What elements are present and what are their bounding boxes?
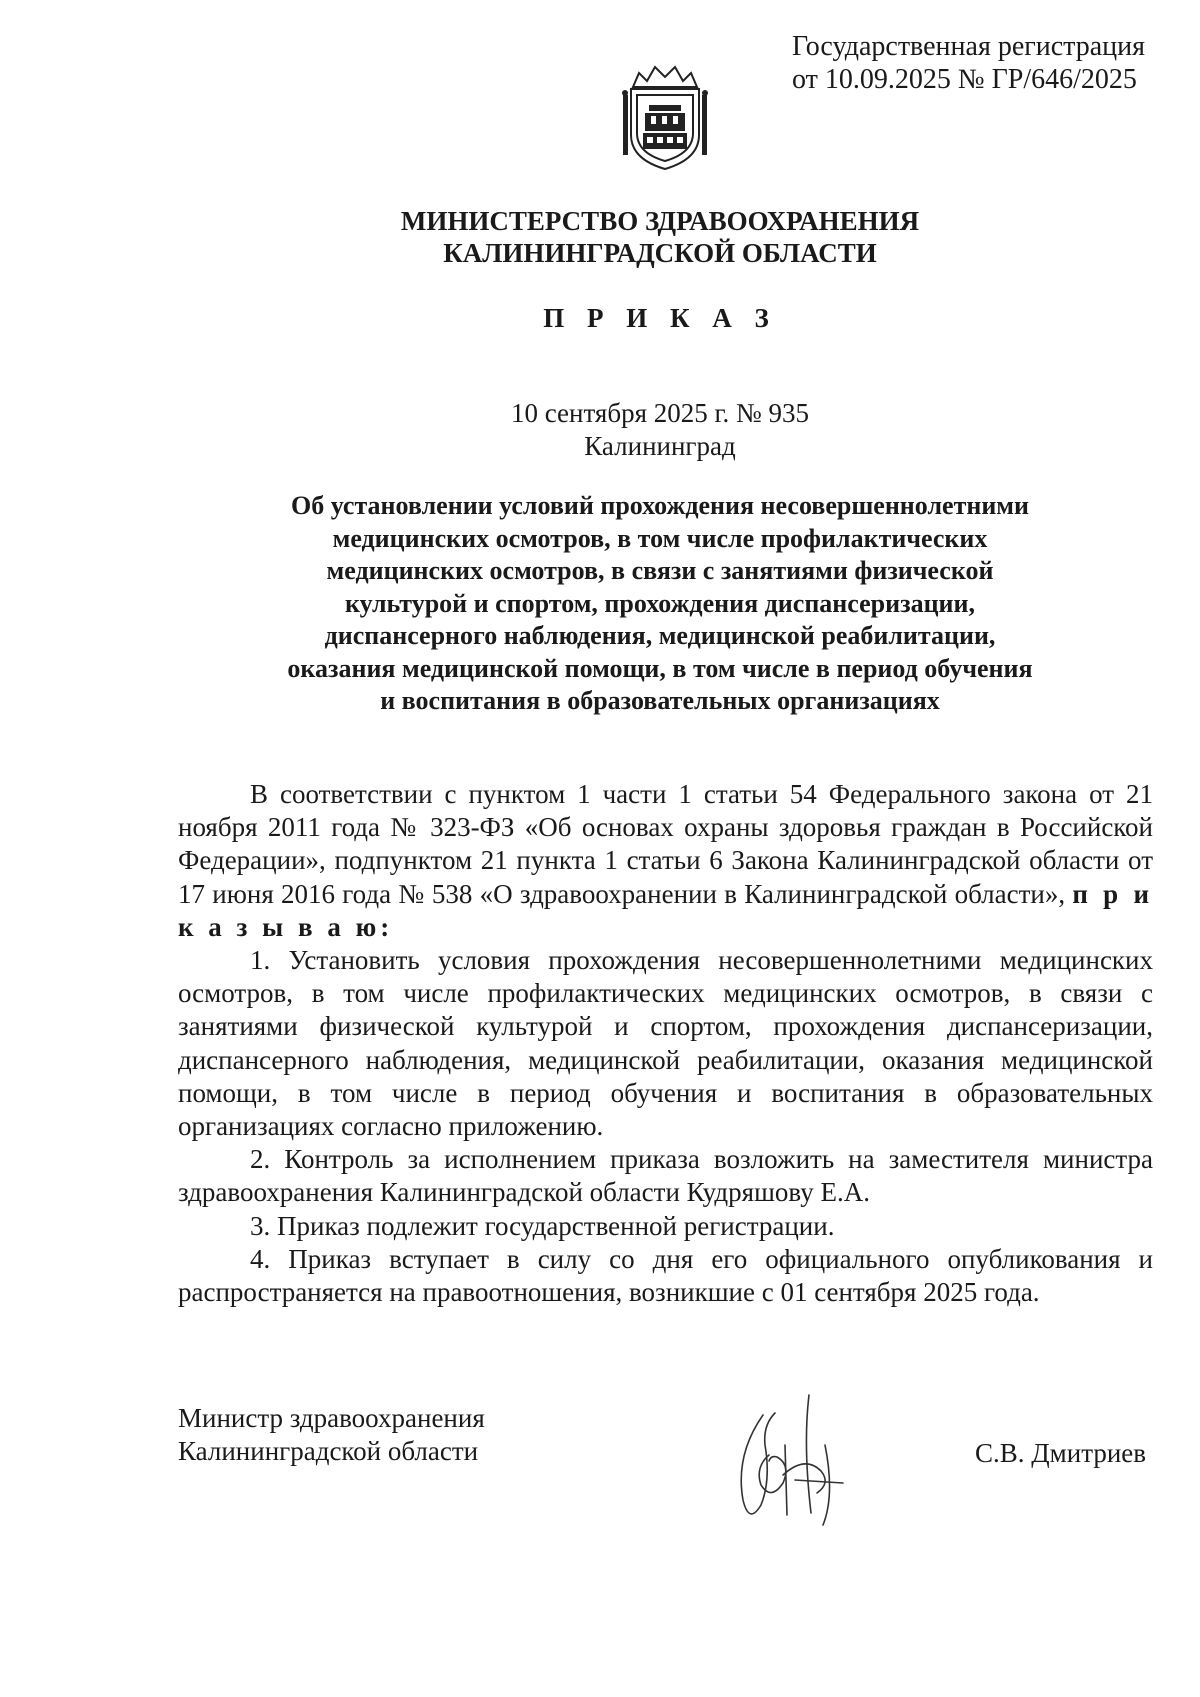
registration-line-1: Государственная регистрация [792,31,1145,62]
registration-line-2: от 10.09.2025 № ГР/646/2025 [792,64,1137,95]
date-and-place [420,397,900,463]
signer-position-line-1: Министр здравоохранения [178,1403,485,1433]
title-line: медицинских осмотров, в связи с занятиями физической [326,556,994,585]
order-item-4: 4. Приказ вступает в силу со дня его официального опубликования и распространяется на правоотношения, возникшие с 01 сентября 2025 года. [178,1243,1153,1308]
signer-name: С.В. Дмитриев [975,1438,1147,1468]
order-item-2: 2. Контроль за исполнением приказа возложить на заместителя министра здравоохранения Калининградской области Кудряшову Е.А. [178,1144,1153,1208]
order-item-3: 3. Приказ подлежит государственной регистрации. [250,1210,835,1241]
ministry-line-1: МИНИСТЕРСТВО ЗДРАВООХРАНЕНИЯ [400,206,920,236]
signer-position [178,1402,485,1468]
title-line: медицинских осмотров, в том числе профилактических [332,523,988,553]
document-body [178,778,1153,1309]
order-word: п р и к а з ы в а ю: [178,878,1154,942]
date-number: 10 сентября 2025 г. № 935 [510,398,810,428]
ministry-line-2: КАЛИНИНГРАДСКОЙ ОБЛАСТИ [443,238,877,268]
city: Калининград [584,431,736,461]
ministry-name [300,205,1020,269]
title-line: и воспитания в образовательных организациях [380,686,940,715]
handwritten-signature [725,1385,865,1535]
document-type: П Р И К А З [543,303,777,333]
signer-position-line-2: Калининградской области [178,1436,479,1466]
title-line: оказания медицинской помощи, в том числе в период обучения [287,653,1033,683]
document-title [230,490,1090,718]
preamble-text: В соответствии с пунктом 1 части 1 статьи 54 Федерального закона от 21 ноября 2011 года № 323-ФЗ «Об основах охраны здоровья граждан в Российской Федерации», подпунктом 21 пункта 1 статьи 6 Закона Калининградской области от 17 июня 2016 года № 538 «О здравоохранении в Калининградской области», [178,779,1153,909]
order-item-1: 1. Установить условия прохождения несовершеннолетними медицинских осмотров, в том числе профилактических медицинских осмотров, в связи с занятиями физической культурой и спортом, прохождения диспансеризации, диспансерного наблюдения, медицинской реабилитации, оказания медицинской помощи, в том числе в период обучения и воспитания в образовательных организациях согласно приложению. [178,945,1153,1142]
coat-of-arms-icon [617,55,713,175]
registration-stamp [792,30,1145,96]
title-line: диспансерного наблюдения, медицинской реабилитации, [324,621,996,650]
title-line: Об установлении условий прохождения несовершеннолетними [291,491,1029,520]
title-line: культурой и спортом, прохождения диспансеризации, [344,588,976,618]
preamble-paragraph [178,778,1153,944]
